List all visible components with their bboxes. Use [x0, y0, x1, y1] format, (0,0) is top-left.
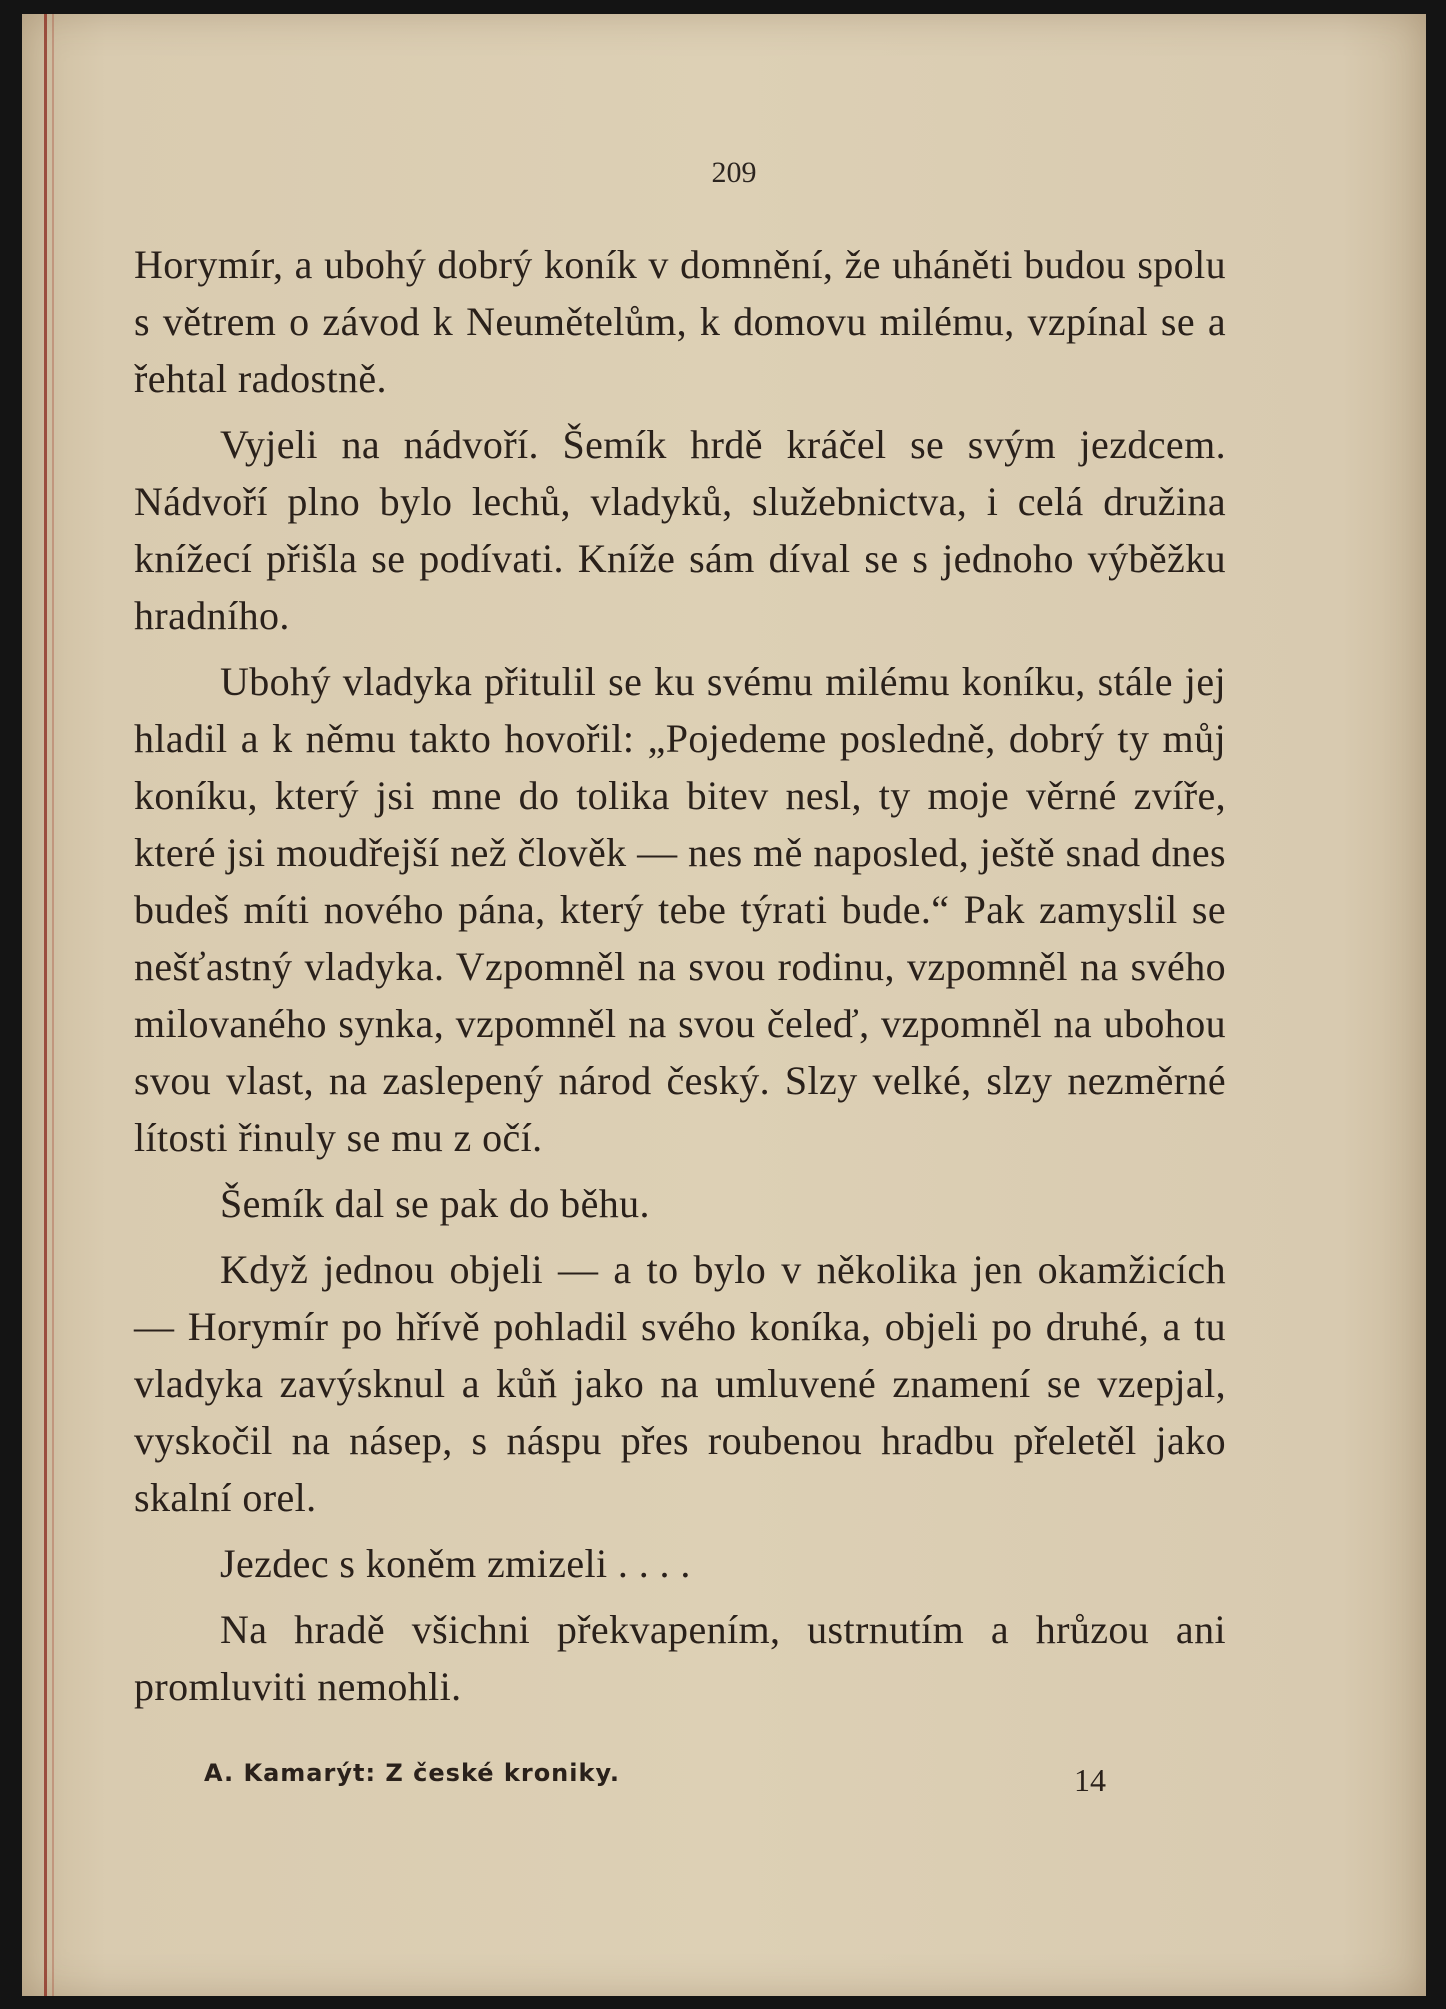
binding-edge-shadow — [52, 14, 54, 1996]
footer-signature: A. Kamarýt: Z české kroniky. — [204, 1759, 621, 1787]
paragraph-7: Na hradě všichni překvapením, ustrnutím a hrůzou ani promluviti nemohli. — [134, 1607, 1226, 1709]
paragraph-6: Jezdec s koněm zmizeli . . . . — [220, 1541, 691, 1586]
page-number: 209 — [711, 156, 757, 189]
paragraph-3: Ubohý vladyka přitulil se ku svému milému koníku, stále jej hladil a k němu takto hovořil: „Pojedeme posledně, dobrý ty můj koníku, který jsi mne do tolika bitev nesl, ty moje věrné zvíře, které jsi moudřejší než člověk — nes mě naposled, ještě snad dnes budeš míti nového pána, který tebe týrati bude.“ Pak zamyslil se nešťastný vladyka. Vzpomněl na svou rodinu, vzpomněl na svého milovaného synka, vzpomněl na svou čeleď, vzpomněl na ubohou svou vlast, na zaslepený národ český. Slzy velké, slzy nezměrné lítosti řinuly se mu z očí. — [134, 659, 1226, 1160]
sheet-mark: 14 — [1074, 1762, 1106, 1798]
body-text — [134, 236, 1226, 1724]
paragraph-1: Horymír, a ubohý dobrý koník v domnění, že uháněti budou spolu s větrem o závod k Neumětelům, k domovu milému, vzpínal se a řehtal radostně. — [134, 242, 1226, 401]
paragraph-2: Vyjeli na nádvoří. Šemík hrdě kráčel se svým jezdcem. Nádvoří plno bylo lechů, vladyků, služebnictva, i celá družina knížecí přišla se podívati. Kníže sám díval se s jednoho výběžku hradního. — [134, 422, 1226, 638]
paragraph-4: Šemík dal se pak do běhu. — [220, 1181, 650, 1226]
paragraph-5: Když jednou objeli — a to bylo v několika jen okamžicích — Horymír po hřívě pohladil svého koníka, objeli po druhé, a tu vladyka zavýsknul a kůň jako na umluvené znamení se vzepjal, vyskočil na násep, s náspu přes roubenou hradbu přeletěl jako skalní orel. — [134, 1247, 1226, 1520]
book-page — [22, 14, 1426, 1996]
binding-edge — [44, 14, 47, 1996]
